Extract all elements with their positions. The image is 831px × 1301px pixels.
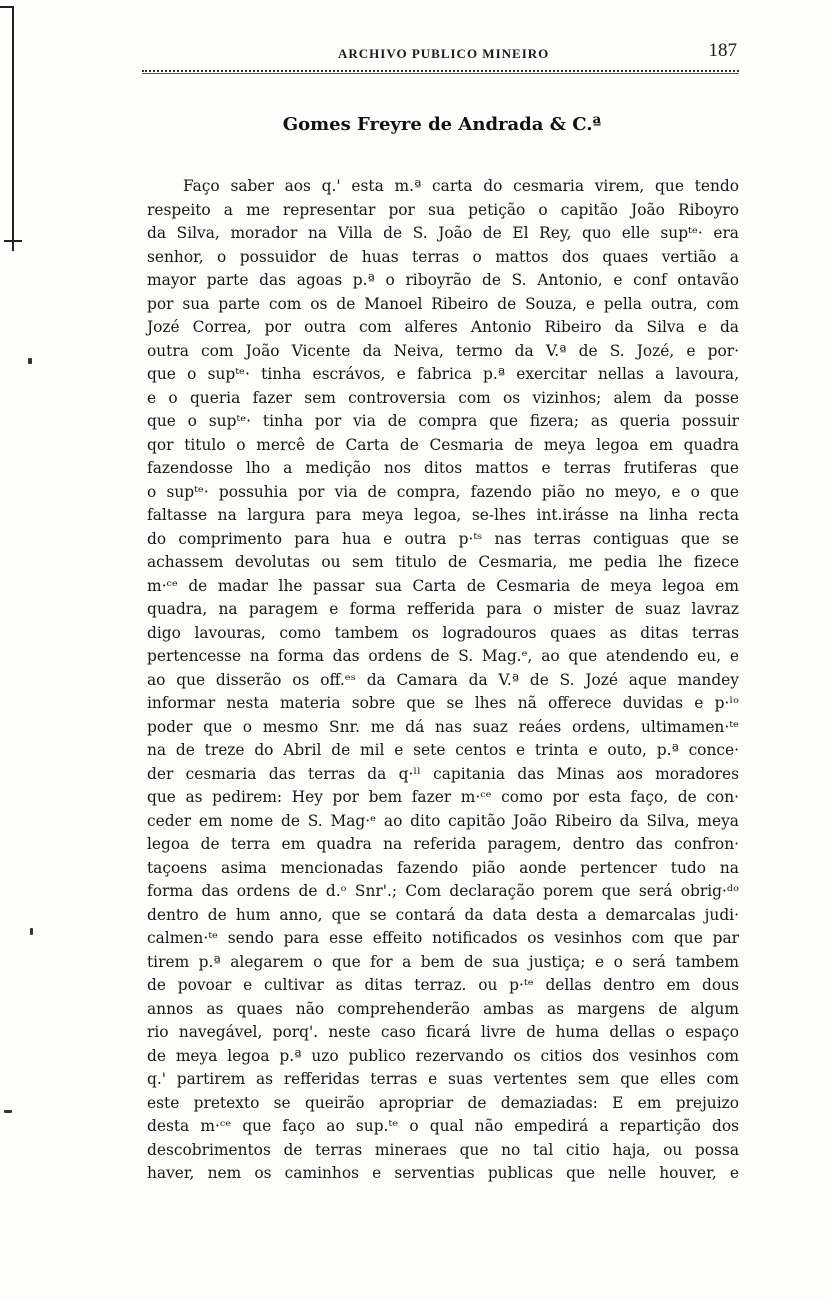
text-line: ceder em nome de S. Mag·ᵉ ao dito capitão João Ribeiro da Silva, meya <box>147 811 739 830</box>
page-header <box>142 40 739 70</box>
text-line: de povoar e cultivar as ditas terraz. ou p·ᵗᵉ dellas dentro em dous <box>147 976 739 994</box>
text-line: poder que o mesmo Snr. me dá nas suaz reáes ordens, ultimamen·ᵗᵉ <box>147 717 739 736</box>
text-line: na de treze do Abril de mil e sete centos e trinta e outo, p.ª conce· <box>147 741 739 759</box>
text-line: mayor parte das agoas p.ª o riboyrão de S. Antonio, e conf ontavão <box>147 271 739 289</box>
binding-mark-top <box>0 6 14 8</box>
text-line: m·ᶜᵉ de madar lhe passar sua Carta de Cesmaria de meya legoa em <box>147 576 739 595</box>
text-line: da Silva, morador na Villa de S. João de El Rey, quo elle supᵗᵉ· era <box>147 224 739 242</box>
text-line: der cesmaria das terras da q·ˡˡ capitania das Minas aos moradores <box>147 764 739 783</box>
text-line: legoa de terra em quadra na referida paragem, dentro das confron· <box>147 835 739 853</box>
text-line: q.' partirem as refferidas terras e suas vertentes sem que elles com <box>147 1070 739 1088</box>
running-title: ARCHIVO PUBLICO MINEIRO <box>338 46 550 61</box>
text-line: do comprimento para hua e outra p·ᵗˢ nas terras contiguas que se <box>147 529 739 548</box>
text-line: forma das ordens de d.ᵒ Snr'.; Com declaração porem que será obrig·ᵈᵒ <box>147 882 739 900</box>
text-line: digo lavouras, como tambem os logradouros quaes as ditas terras <box>147 623 739 642</box>
text-line: annos as quaes não comprehenderão ambas as margens de algum <box>147 999 739 1018</box>
scan-speck <box>28 358 32 364</box>
document-title: Gomes Freyre de Andrada & C.ª <box>282 114 602 135</box>
scan-speck <box>4 1110 12 1113</box>
text-line: dentro de hum anno, que se contará da data desta a demarcalas judi· <box>147 905 739 924</box>
text-line: tirem p.ª alegarem o que for a bem de sua justiça; e o será tambem <box>147 952 739 971</box>
text-line: ao que disserão os off.ᵉˢ da Camara da V.ª de S. Jozé aque mandey <box>147 670 739 689</box>
text-line: descobrimentos de terras mineraes que no tal citio haja, ou possa <box>147 1140 739 1159</box>
scan-speck <box>30 928 33 935</box>
text-line: respeito a me representar por sua petição o capitão João Riboyro <box>147 200 739 219</box>
text-line: de meya legoa p.ª uzo publico rezervando os citios dos vesinhos com <box>147 1046 739 1065</box>
text-line: por sua parte com os de Manoel Ribeiro de Souza, e pella outra, com <box>147 294 739 313</box>
text-line: taçoens asima mencionadas fazendo pião aonde pertencer tudo na <box>147 858 739 877</box>
text-line: quadra, na paragem e forma refferida para o mister de suaz lavraz <box>147 600 739 618</box>
text-line: Faço saber aos q.' esta m.ª carta do cesmaria virem, que tendo <box>183 177 739 195</box>
text-line: que as pedirem: Hey por bem fazer m·ᶜᵉ como por esta faço, de con· <box>147 788 739 806</box>
text-line: Jozé Correa, por outra com alferes Antonio Ribeiro da Silva e da <box>147 318 739 336</box>
page-number: 187 <box>708 40 737 61</box>
text-line: e o queria fazer sem controversia com os vizinhos; alem da posse <box>147 388 739 407</box>
text-line: calmen·ᵗᵉ sendo para esse effeito notificados os vesinhos com que par <box>147 929 739 947</box>
text-line: haver, nem os caminhos e serventias publicas que nelle houver, e <box>147 1164 739 1182</box>
page-binding-edge <box>12 6 14 251</box>
text-line: achassem devolutas ou sem titulo de Cesmaria, me pedia lhe fizece <box>147 553 739 571</box>
binding-mark-lower <box>4 240 22 242</box>
text-line: outra com João Vicente da Neiva, termo da V.ª de S. Jozé, e por· <box>147 341 739 360</box>
text-line: senhor, o possuidor de huas terras o mattos dos quaes vertião a <box>147 247 739 266</box>
header-rule <box>142 70 739 72</box>
text-line: fazendosse lho a medição nos ditos mattos e terras frutiferas que <box>147 459 739 477</box>
document-body <box>147 175 739 1186</box>
header-rule-underline <box>142 73 739 74</box>
text-line: qor titulo o mercê de Carta de Cesmaria de meya legoa em quadra <box>147 435 739 454</box>
text-line: que o supᵗᵉ· tinha escrávos, e fabrica p.ª exercitar nellas a lavoura, <box>147 365 739 383</box>
text-line: que o supᵗᵉ· tinha por via de compra que fizera; as queria possuir <box>147 412 739 430</box>
text-line: rio navegável, porq'. neste caso ficará livre de huma dellas o espaço <box>147 1023 739 1041</box>
text-line: faltasse na largura para meya legoa, se-lhes int.irásse na linha recta <box>147 506 739 524</box>
text-line: desta m·ᶜᵉ que faço ao sup.ᵗᵉ o qual não empedirá a repartição dos <box>147 1117 739 1135</box>
text-line: informar nesta materia sobre que se lhes nã offerece duvidas e p·ˡᵒ <box>147 694 739 712</box>
text-line: o supᵗᵉ· possuhia por via de compra, fazendo pião no meyo, e o que <box>147 482 739 501</box>
text-line: pertencesse na forma das ordens de S. Mag.ᵉ, ao que atendendo eu, e <box>147 647 739 665</box>
text-line: este pretexto se queirão apropriar de demaziadas: E em prejuizo <box>147 1093 739 1112</box>
